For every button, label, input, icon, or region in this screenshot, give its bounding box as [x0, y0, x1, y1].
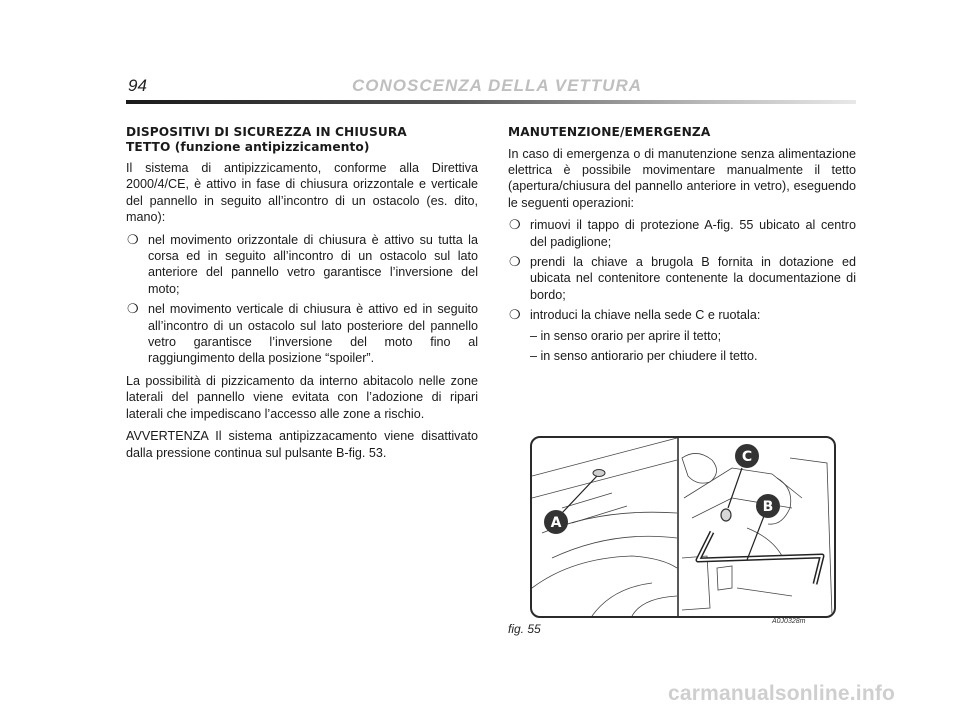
marker-c-label: C — [741, 449, 753, 465]
right-column — [508, 125, 856, 368]
rotation-subitem: – in senso antiorario per chiudere il tetto. — [530, 348, 758, 363]
figure-caption: fig. 55 — [508, 622, 541, 636]
figure-illustration — [530, 436, 836, 618]
bullet-text: nel movimento verticale di chiusura è attivo ed in seguito all’incontro di un ostacolo sul lato posteriore del pannello vetro garantisce l’inversione del moto fino al raggiungimento della posizione “spoiler”. — [148, 302, 478, 366]
lateral-guards-paragraph: La possibilità di pizzicamento da interno abitacolo nelle zone laterali del pannello viene evitata con l’adozione di ripari laterali che impediscano l’accesso alle zone a rischio. — [126, 373, 478, 421]
maintenance-intro: In caso di emergenza o di manutenzione senza alimentazione elettrica è possibile movimentare manualmente il tetto (apertura/chiusura del pannello anteriore in vetro), eseguendo le seguenti operazioni: — [508, 146, 856, 210]
page-number: 94 — [128, 76, 147, 95]
leader-line-b — [747, 516, 764, 560]
antipinch-heading-line2: TETTO (funzione antipizzicamento) — [126, 139, 370, 154]
bullet-text: introduci la chiave nella sede C e ruotala: — [530, 308, 761, 323]
marker-a-label: A — [550, 515, 562, 531]
left-column — [126, 125, 478, 467]
bullet-icon: ❍ — [127, 301, 139, 317]
maintenance-heading: MANUTENZIONE/EMERGENZA — [508, 125, 711, 139]
protection-cap-icon — [593, 470, 605, 477]
antipinch-heading — [126, 125, 478, 154]
antipinch-bullet — [126, 301, 478, 367]
roof-mechanism-drawing — [532, 438, 834, 616]
bullet-icon: ❍ — [127, 231, 139, 247]
marker-b-label: B — [762, 499, 774, 515]
warning-paragraph: AVVERTENZA Il sistema antipizzacamento viene disattivato dalla pressione continua sul pulsante B-fig. 53. — [126, 429, 478, 460]
watermark: carmanualsonline.info — [668, 682, 896, 705]
bullet-icon: ❍ — [509, 253, 521, 269]
key-socket-icon — [721, 509, 731, 521]
leader-line-a — [562, 476, 597, 513]
rotation-subitem: – in senso orario per aprire il tetto; — [530, 328, 722, 343]
bullet-text: nel movimento orizzontale di chiusura è attivo su tutta la corsa ed in seguito all’incontro di un ostacolo sul lato anteriore del pannello vetro garantisce l’inversione del moto; — [148, 232, 478, 296]
bullet-icon: ❍ — [509, 217, 521, 233]
maintenance-bullet — [508, 307, 856, 323]
antipinch-heading-line1: DISPOSITIVI DI SICUREZZA IN CHIUSURA — [126, 125, 407, 139]
bullet-text: prendi la chiave a brugola B fornita in dotazione ed ubicata nel contenitore contenente la documentazione di bordo; — [530, 254, 856, 302]
section-title: CONOSCENZA DELLA VETTURA — [352, 76, 643, 95]
antipinch-bullet — [126, 232, 478, 298]
bullet-icon: ❍ — [509, 307, 521, 323]
maintenance-bullet — [508, 254, 856, 303]
header-rule — [126, 100, 856, 104]
bullet-text: rimuovi il tappo di protezione A-fig. 55 ubicato al centro del padiglione; — [530, 218, 856, 249]
figure-code: A0J0328m — [772, 618, 806, 625]
maintenance-bullet — [508, 217, 856, 250]
leader-line-c — [728, 468, 742, 508]
antipinch-intro: Il sistema di antipizzicamento, conforme alla Direttiva 2000/4/CE, è attivo in fase di chiusura orizzontale e verticale del pannello in seguito all’incontro di un ostacolo (es. dito, mano): — [126, 161, 478, 225]
